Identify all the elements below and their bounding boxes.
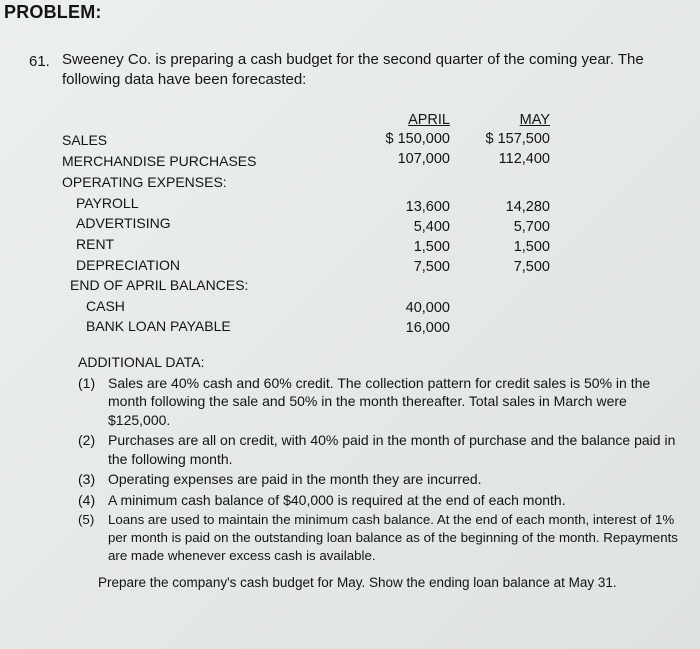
cell-purchases-may: 112,400: [498, 151, 550, 167]
row-label-operating-expenses: OPERATING EXPENSES:: [62, 174, 227, 190]
note-item: [78, 374, 688, 430]
cell-sales-april: $ 150,000: [385, 131, 450, 147]
cell-cash-april: 40,000: [405, 300, 450, 316]
column-header-april: APRIL: [408, 112, 450, 128]
cell-payroll-april: 13,600: [405, 199, 450, 215]
cell-loan-april: 16,000: [405, 320, 450, 336]
cell-rent-may: 1,500: [513, 239, 550, 255]
cell-sales-may: $ 157,500: [485, 131, 550, 147]
row-label-end-of-april-balances: END OF APRIL BALANCES:: [70, 277, 249, 293]
note-text: Purchases are all on credit, with 40% paid in the month of purchase and the balance paid in the following month.: [108, 432, 676, 467]
cell-payroll-may: 14,280: [505, 199, 550, 215]
row-label-cash: CASH: [86, 298, 125, 314]
problem-number: 61.: [29, 53, 50, 70]
row-label-bank-loan: BANK LOAN PAYABLE: [86, 318, 231, 334]
additional-data-title: ADDITIONAL DATA:: [78, 354, 205, 370]
cell-advertising-april: 5,400: [413, 219, 450, 235]
note-label: (3): [78, 471, 96, 487]
note-text: Loans are used to maintain the minimum cash balance. At the end of each month, interest of 1% per month is paid on the outstanding loan balance as of the beginning of the month. Repayments are made whenever excess cash is available.: [108, 512, 678, 563]
row-label-payroll: PAYROLL: [76, 195, 139, 211]
cell-depreciation-may: 7,500: [513, 259, 550, 275]
prepare-instruction: Prepare the company's cash budget for May. Show the ending loan balance at May 31.: [98, 575, 617, 590]
row-label-depreciation: DEPRECIATION: [76, 257, 180, 273]
note-item: [78, 470, 688, 489]
note-label: (4): [78, 491, 96, 508]
note-label: (1): [78, 374, 96, 391]
note-item: [78, 431, 688, 468]
row-label-advertising: ADVERTISING: [76, 215, 171, 231]
row-label-purchases: MERCHANDISE PURCHASES: [62, 153, 257, 169]
column-header-may: MAY: [519, 112, 550, 128]
row-label-rent: RENT: [76, 236, 115, 252]
note-item: [78, 491, 688, 510]
note-text: A minimum cash balance of $40,000 is required at the end of each month.: [108, 491, 566, 508]
problem-intro: Sweeney Co. is preparing a cash budget for the second quarter of the coming year. The following data have been forecasted:: [62, 51, 644, 88]
row-label-sales: SALES: [62, 132, 108, 148]
note-text: Operating expenses are paid in the month they are incurred.: [108, 471, 482, 487]
note-label: (5): [78, 512, 95, 527]
note-text: Sales are 40% cash and 60% credit. The collection pattern for credit sales is 50% in the month following the sale and 50% in the month thereafter. Total sales in March were $125,000.: [108, 374, 651, 428]
note-label: (2): [78, 432, 96, 448]
page-heading: PROBLEM:: [4, 2, 102, 22]
note-item: [78, 511, 688, 565]
cell-advertising-may: 5,700: [513, 219, 550, 235]
additional-data-section: [78, 353, 688, 567]
cell-rent-april: 1,500: [413, 239, 450, 255]
cell-depreciation-april: 7,500: [413, 259, 450, 275]
cell-purchases-april: 107,000: [397, 151, 450, 167]
